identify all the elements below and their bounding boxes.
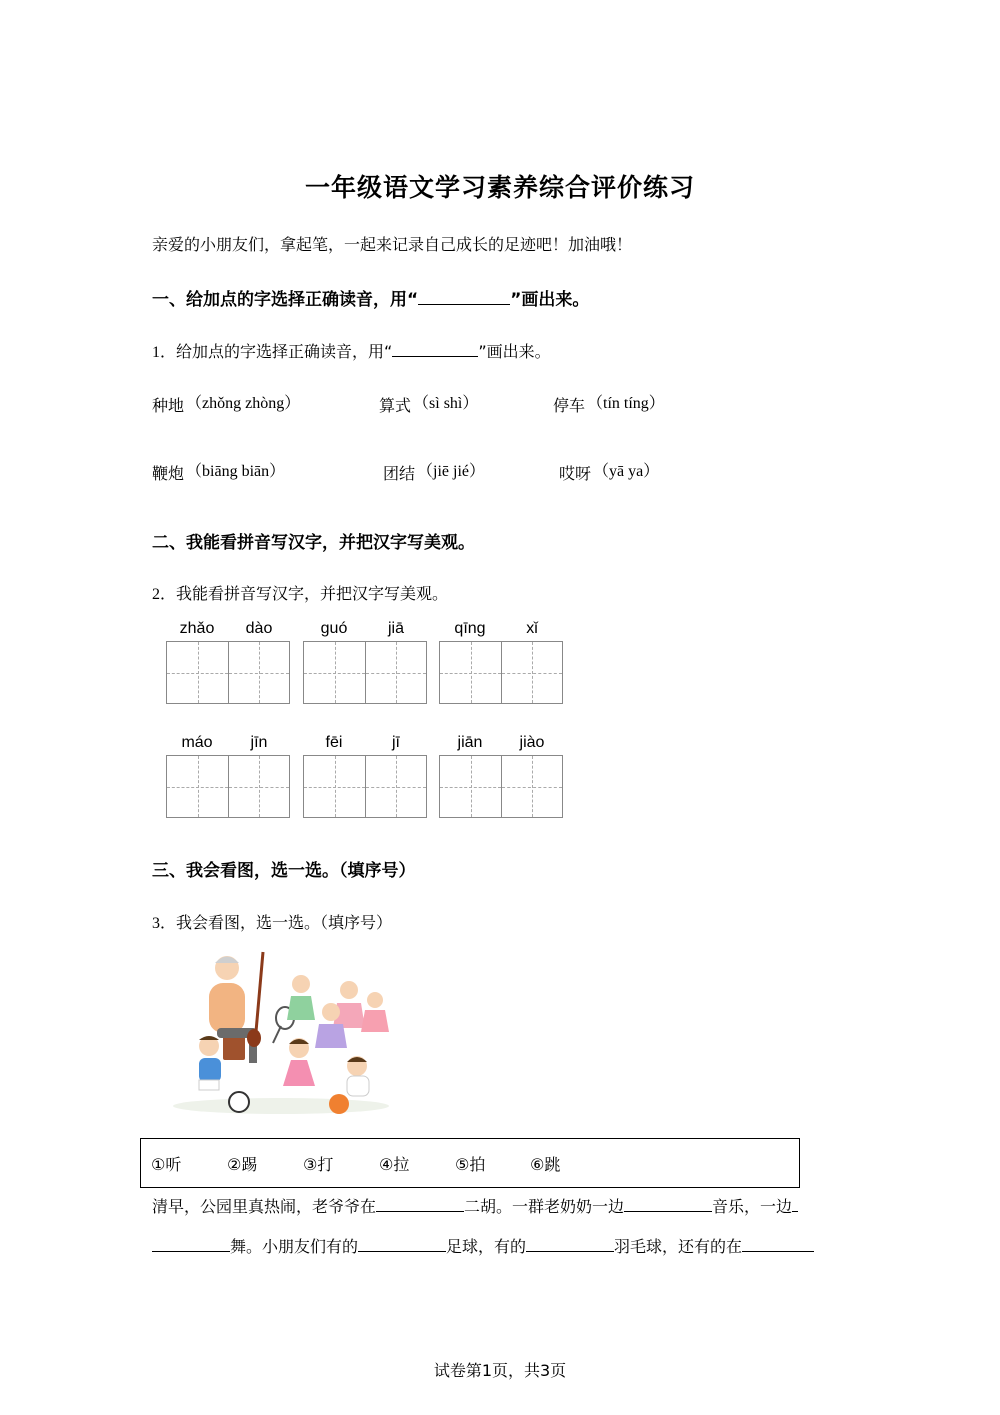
section2-heading: 二、我能看拼音写汉字，并把汉字写美观。 <box>152 533 475 553</box>
reading-item: 算式 （sì shì） <box>379 395 479 415</box>
answer-blank[interactable] <box>792 1195 798 1212</box>
pinyin-label: jiā <box>387 620 404 637</box>
option-item: ①听 <box>151 1155 182 1174</box>
reading-item: 团结 （jiē jié） <box>383 463 486 483</box>
question-3: 3．我会看图，选一选。（填序号） <box>152 913 393 932</box>
question-1: 1．给加点的字选择正确读音，用“ ”画出来。 <box>152 342 551 361</box>
pinyin-label: zhǎo <box>179 620 215 637</box>
writing-grid[interactable] <box>303 755 427 818</box>
answer-blank[interactable] <box>526 1235 614 1252</box>
option-item: ③打 <box>303 1155 334 1174</box>
page-footer: 试卷第1页，共3页 <box>433 1361 567 1380</box>
answer-blank[interactable] <box>742 1235 814 1252</box>
writing-grid[interactable] <box>166 755 290 818</box>
option-item: ⑤拍 <box>455 1155 486 1174</box>
pinyin-label: jiān <box>457 734 483 751</box>
writing-grid[interactable] <box>303 641 427 704</box>
option-item: ②踢 <box>227 1155 258 1174</box>
fill-line-1: 清早，公园里真热闹，老爷爷在 二胡。一群老奶奶一边 音乐，一边 <box>152 1194 798 1217</box>
answer-blank[interactable] <box>152 1235 230 1252</box>
answer-blank[interactable] <box>376 1195 464 1212</box>
pinyin-label: guó <box>320 620 348 637</box>
pinyin-label: jīn <box>250 734 268 751</box>
pinyin-label: jī <box>392 734 400 751</box>
reading-item: 哎呀 （yā ya） <box>559 463 660 483</box>
section3-heading: 三、我会看图，选一选。（填序号） <box>152 861 416 881</box>
pinyin-label: jiào <box>519 734 545 751</box>
pinyin-label: fēi <box>325 734 343 751</box>
pinyin-label: xǐ <box>526 620 538 637</box>
section1-heading: 一、给加点的字选择正确读音，用“ ”画出来。 <box>152 285 589 310</box>
pinyin-label: qīng <box>454 620 486 637</box>
answer-blank[interactable] <box>624 1195 712 1212</box>
options-box <box>140 1138 800 1188</box>
pinyin-label: máo <box>181 734 213 751</box>
page-title: 一年级语文学习素养综合评价练习 <box>304 173 695 202</box>
writing-grid[interactable] <box>439 641 563 704</box>
pinyin-label: dào <box>245 620 273 637</box>
writing-grid[interactable] <box>439 755 563 818</box>
reading-item: 种地 （zhǒng zhòng） <box>152 395 301 415</box>
park-illustration <box>165 948 397 1120</box>
answer-blank <box>392 340 478 357</box>
answer-blank <box>418 287 510 305</box>
fill-line-2: 舞。小朋友们有的 足球，有的 羽毛球，还有的在 <box>152 1234 814 1257</box>
option-item: ⑥跳 <box>530 1155 561 1174</box>
question-2: 2．我能看拼音写汉字，并把汉字写美观。 <box>152 584 449 603</box>
option-item: ④拉 <box>379 1155 410 1174</box>
reading-item: 停车 （tín tíng） <box>553 395 665 415</box>
reading-item: 鞭炮 （biāng biān） <box>152 463 286 483</box>
intro-text: 亲爱的小朋友们，拿起笔，一起来记录自己成长的足迹吧！加油哦！ <box>152 235 633 254</box>
answer-blank[interactable] <box>358 1235 446 1252</box>
writing-grid[interactable] <box>166 641 290 704</box>
